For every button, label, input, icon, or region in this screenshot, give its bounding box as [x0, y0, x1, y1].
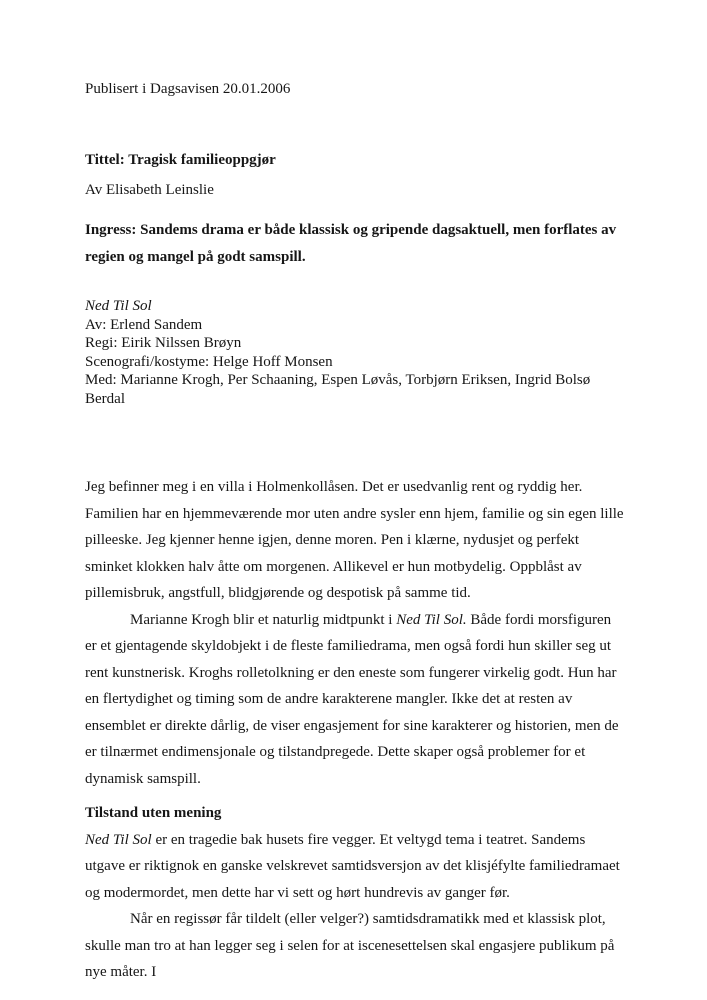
credits-director: Regi: Eirik Nilssen Brøyn: [85, 335, 242, 351]
credits-play-title: Ned Til Sol: [85, 298, 152, 314]
byline: Av Elisabeth Leinslie: [85, 182, 214, 198]
credits-cast: Med: Marianne Krogh, Per Schaaning, Espen Løvås, Torbjørn Eriksen, Ingrid Bolsø Berdal: [85, 372, 591, 407]
paragraph-2-text: Marianne Krogh blir et naturlig midtpunkt i: [130, 611, 397, 628]
paragraph-2: [85, 607, 625, 793]
paragraph-2-play-title: Ned Til Sol.: [396, 611, 467, 628]
published-line: Publisert i Dagsavisen 20.01.2006: [85, 81, 291, 97]
credits-block: [85, 297, 625, 408]
credits-design: Scenografi/kostyme: Helge Hoff Monsen: [85, 353, 333, 370]
article-body: [85, 474, 625, 986]
ingress: Ingress: Sandems drama er både klassisk og gripende dagsaktuell, men forflates av regien og mangel på godt samspill.: [85, 222, 617, 265]
credits-author: Av: Erlend Sandem: [85, 316, 203, 333]
paragraph-1: Jeg befinner meg i en villa i Holmenkollåsen. Det er usedvanlig rent og ryddig her. Familien har en hjemmeværende mor uten andre sysler enn hjem, familie og sin egen lille pilleeske. Jeg kjenner henne igjen, denne moren. Pen i klærne, nydusjet og perfekt sminket klokken halv åtte om morgenen. Allikevel er hun motbydelig. Oppblåst av pillemisbruk, angstfull, blidgjørende og despotisk på samme tid.: [85, 479, 624, 601]
section-heading: Tilstand uten mening: [85, 805, 222, 821]
paragraph-3-play-title: Ned Til Sol: [85, 831, 152, 848]
paragraph-4: Når en regissør får tildelt (eller velger?) samtidsdramatikk med et klassisk plot, skulle man tro at han legger seg i selen for at iscenesettelsen skal engasjere publikum på nye måter. I: [85, 911, 615, 980]
paragraph-2-text-cont: Både fordi morsfiguren er et gjentagende skyldobjekt i de fleste familiedrama, men også fordi hun skiller seg ut rent kunstnerisk. Kroghs rolletolkning er den eneste som fungerer virkelig godt. Hun har en flertydighet og timing som de andre karakterene mangler. Ikke det at resten av ensemblet er direkte dårlig, de viser engasjement for sine karakterer og historien, men de er tilnærmet endimensjonale og tilstandpregede. Dette skaper også problemer for et dynamisk samspill.: [85, 611, 619, 787]
paragraph-3: [85, 827, 625, 907]
article-title: Tittel: Tragisk familieoppgjør: [85, 152, 276, 168]
paragraph-3-text: er en tragedie bak husets fire vegger. Et veltygd tema i teatret. Sandems utgave er riktignok en ganske velskrevet samtidsversjon av det klisjéfylte familiedramaet og modermordet, men dette har vi sett og hørt hundrevis av ganger før.: [85, 831, 620, 901]
